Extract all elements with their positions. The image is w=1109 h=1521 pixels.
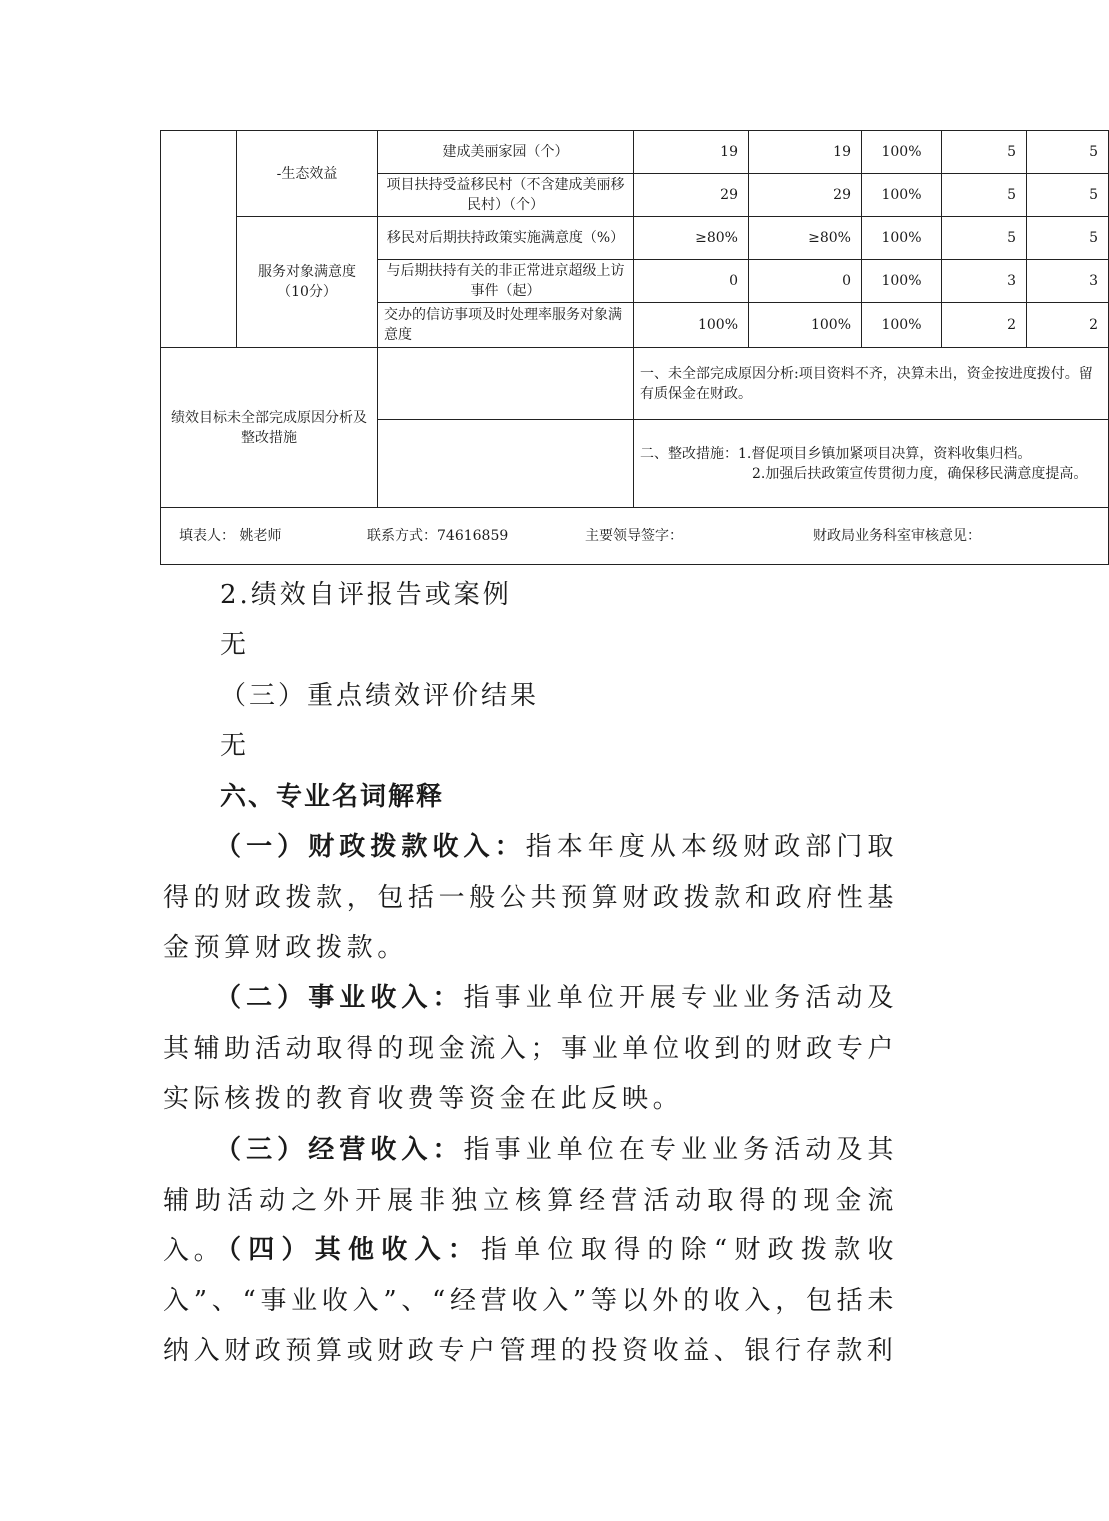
target-value: 29: [634, 174, 749, 217]
target-value: 100%: [634, 303, 749, 348]
heading-glossary: 六、专业名词解释: [220, 782, 445, 812]
measure-1: 二、整改措施：1.督促项目乡镇加紧项目决算，资料收集归档。: [640, 445, 1032, 462]
reason-label: 绩效目标未全部完成原因分析及整改措施: [161, 348, 378, 508]
term-title: （三）经营收入：: [215, 1135, 464, 1165]
category-cell: [161, 131, 237, 348]
weight-value: 5: [942, 131, 1027, 174]
actual-value: 0: [749, 260, 862, 303]
filler-name: 填表人： 姚老师: [179, 528, 282, 544]
weight-value: 5: [942, 217, 1027, 260]
actual-value: 100%: [749, 303, 862, 348]
target-value: 19: [634, 131, 749, 174]
ecology-label: -生态效益: [237, 131, 378, 217]
section-body-none: 无: [220, 630, 252, 660]
actual-value: 29: [749, 174, 862, 217]
indicator-name: 与后期扶持有关的非正常进京超级上访事件（起）: [378, 260, 634, 303]
rate-value: 100%: [862, 131, 942, 174]
term-description: 指事业单位开展专业业务活动及其辅助活动取得的现金流入；事业单位收到的财政专户实际核拨的教育收费等资金在此反映。: [163, 983, 898, 1114]
weight-value: 5: [942, 174, 1027, 217]
term-paragraph: [163, 973, 898, 1125]
rate-value: 100%: [862, 260, 942, 303]
review-opinion: 财政局业务科室审核意见：: [813, 528, 981, 544]
leader-signature: 主要领导签字：: [585, 528, 683, 544]
term-title: （二）事业收入：: [215, 983, 464, 1013]
section-title-key-evaluation: （三）重点绩效评价结果: [220, 681, 540, 711]
score-value: 5: [1027, 131, 1109, 174]
indicator-name: 建成美丽家园（个）: [378, 131, 634, 174]
term-description: 指事业单位在专业业务活动及其辅助活动之外开展非独立核算经营活动取得的现金流入。: [163, 1135, 898, 1266]
score-value: 3: [1027, 260, 1109, 303]
rate-value: 100%: [862, 303, 942, 348]
indicator-name: 交办的信访事项及时处理率服务对象满意度: [378, 303, 634, 348]
section-body-none: 无: [220, 731, 252, 761]
rate-value: 100%: [862, 217, 942, 260]
satisfaction-label: 服务对象满意度（10分）: [237, 217, 378, 348]
signature-row: [161, 508, 1109, 565]
term-paragraph: [163, 1225, 898, 1377]
term-description: 指本年度从本级财政部门取得的财政拨款，包括一般公共预算财政拨款和政府性基金预算财政拨款。: [163, 832, 898, 963]
indicator-name: 移民对后期扶持政策实施满意度（%）: [378, 217, 634, 260]
measure-2: 2.加强后扶政策宣传贯彻力度，确保移民满意度提高。: [752, 465, 1088, 482]
performance-table: [160, 130, 1109, 565]
target-value: 0: [634, 260, 749, 303]
term-title: （四）其他收入：: [215, 1235, 482, 1265]
target-value: ≥80%: [634, 217, 749, 260]
measure-blank-cell: [378, 420, 634, 508]
score-value: 5: [1027, 217, 1109, 260]
rate-value: 100%: [862, 174, 942, 217]
reason-measures: [634, 420, 1109, 508]
term-title: （一）财政拨款收入：: [215, 832, 526, 862]
indicator-name: 项目扶持受益移民村（不含建成美丽移民村）（个）: [378, 174, 634, 217]
term-paragraph: [163, 822, 898, 974]
actual-value: ≥80%: [749, 217, 862, 260]
reason-analysis: 一、未全部完成原因分析:项目资料不齐，决算未出，资金按进度拨付。留有质保金在财政。: [634, 348, 1109, 420]
term-description: 指单位取得的除“财政拨款收入”、“事业收入”、“经营收入”等以外的收入，包括未纳入财政预算或财政专户管理的投资收益、银行存款利: [163, 1235, 898, 1366]
contact-info: 联系方式：74616859: [367, 528, 509, 544]
score-value: 5: [1027, 174, 1109, 217]
actual-value: 19: [749, 131, 862, 174]
score-value: 2: [1027, 303, 1109, 348]
weight-value: 3: [942, 260, 1027, 303]
reason-blank-cell: [378, 348, 634, 420]
section-title-self-evaluation: 2.绩效自评报告或案例: [220, 580, 512, 610]
weight-value: 2: [942, 303, 1027, 348]
